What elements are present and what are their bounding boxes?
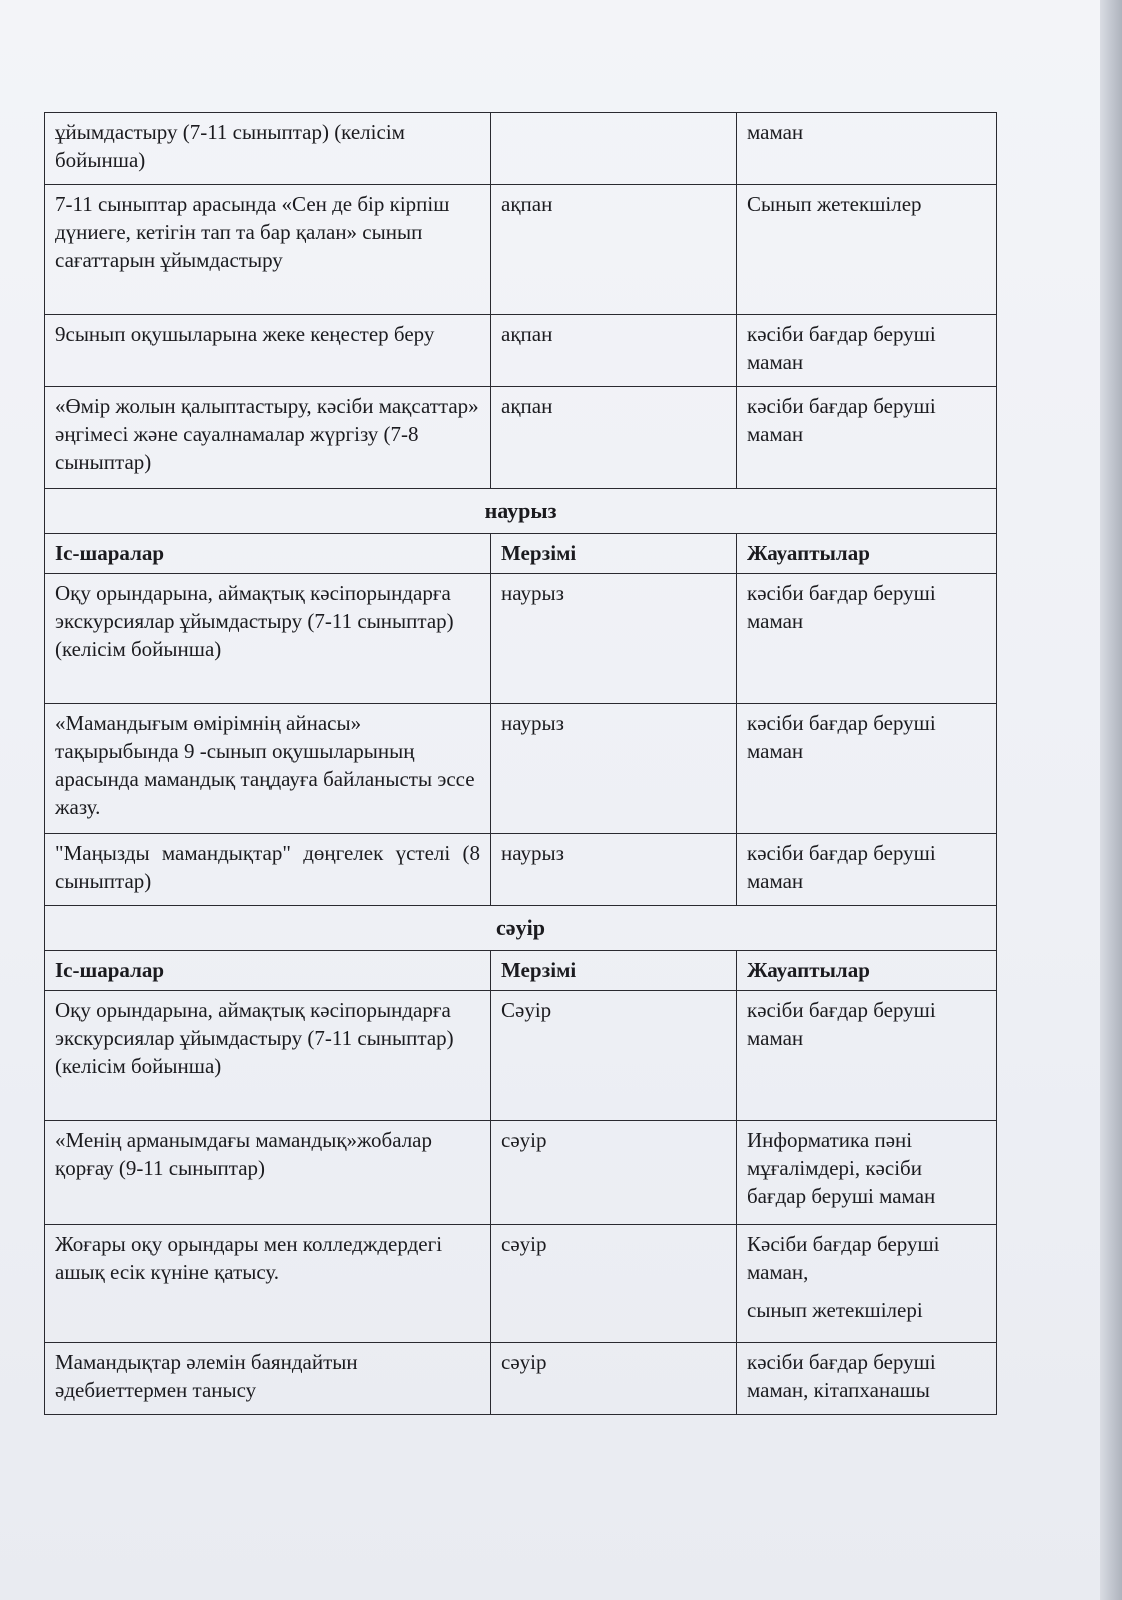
table-row xyxy=(45,315,997,387)
event-cell: «Мамандығым өмірімнің айнасы» тақырыбында 9 -сынып оқушыларының арасында мамандық таңдауға байланысты эссе жазу. xyxy=(45,704,491,834)
responsible-cell: кәсіби бағдар беруші маман, кітапханашы xyxy=(737,1343,997,1415)
responsible-cell: кәсіби бағдар беруші маман xyxy=(737,574,997,704)
responsible-cell xyxy=(737,1225,997,1343)
header-responsible: Жауаптылар xyxy=(737,534,997,574)
responsible-line: Кәсіби бағдар беруші маман, xyxy=(747,1232,940,1284)
date-cell: наурыз xyxy=(491,704,737,834)
responsible-cell: кәсіби бағдар беруші маман xyxy=(737,704,997,834)
table-row xyxy=(45,991,997,1121)
career-guidance-plan-table xyxy=(44,112,997,1415)
event-cell: «Менің арманымдағы мамандық»жобалар қорғау (9-11 сыныптар) xyxy=(45,1121,491,1225)
date-cell: ақпан xyxy=(491,387,737,489)
event-cell: «Өмір жолын қалыптастыру, кәсіби мақсаттар» әңгімесі және сауалнамалар жүргізу (7-8 сыныптар) xyxy=(45,387,491,489)
date-cell: наурыз xyxy=(491,574,737,704)
date-cell: сәуір xyxy=(491,1225,737,1343)
date-cell: ақпан xyxy=(491,185,737,315)
event-cell: 7-11 сыныптар арасында «Сен де бір кірпіш дүниеге, кетігін тап та бар қалан» сынып сағаттарын ұйымдастыру xyxy=(45,185,491,315)
table-row xyxy=(45,704,997,834)
event-cell: 9сынып оқушыларына жеке кеңестер беру xyxy=(45,315,491,387)
date-cell: наурыз xyxy=(491,834,737,906)
month-heading-row xyxy=(45,489,997,534)
responsible-cell: Информатика пәні мұғалімдері, кәсіби бағдар беруші маман xyxy=(737,1121,997,1225)
table-row xyxy=(45,1121,997,1225)
responsible-cell: маман xyxy=(737,113,997,185)
event-cell: Жоғары оқу орындары мен колледждердегі ашық есік күніне қатысу. xyxy=(45,1225,491,1343)
month-title: наурыз xyxy=(45,489,997,534)
table-row xyxy=(45,185,997,315)
month-heading-row xyxy=(45,906,997,951)
table-row xyxy=(45,1343,997,1415)
header-events: Іс-шаралар xyxy=(45,534,491,574)
date-cell: сәуір xyxy=(491,1343,737,1415)
month-title: сәуір xyxy=(45,906,997,951)
table-row xyxy=(45,1225,997,1343)
table-row xyxy=(45,574,997,704)
responsible-cell: Сынып жетекшілер xyxy=(737,185,997,315)
header-events: Іс-шаралар xyxy=(45,951,491,991)
responsible-cell: кәсіби бағдар беруші маман xyxy=(737,315,997,387)
plan-table-container xyxy=(44,112,996,1415)
responsible-line: сынып жетекшілері xyxy=(747,1298,923,1322)
event-cell: Мамандықтар әлемін баяндайтын әдебиеттермен танысу xyxy=(45,1343,491,1415)
column-header-row xyxy=(45,534,997,574)
responsible-cell: кәсіби бағдар беруші маман xyxy=(737,991,997,1121)
responsible-cell: кәсіби бағдар беруші маман xyxy=(737,387,997,489)
date-cell: Сәуір xyxy=(491,991,737,1121)
date-cell xyxy=(491,113,737,185)
header-deadline: Мерзімі xyxy=(491,951,737,991)
responsible-cell: кәсіби бағдар беруші маман xyxy=(737,834,997,906)
header-responsible: Жауаптылар xyxy=(737,951,997,991)
event-cell: "Маңызды мамандықтар" дөңгелек үстелі (8 сыныптар) xyxy=(45,834,491,906)
date-cell: ақпан xyxy=(491,315,737,387)
event-cell: ұйымдастыру (7-11 сыныптар) (келісім бойынша) xyxy=(45,113,491,185)
column-header-row xyxy=(45,951,997,991)
date-cell: сәуір xyxy=(491,1121,737,1225)
header-deadline: Мерзімі xyxy=(491,534,737,574)
table-row xyxy=(45,834,997,906)
table-row xyxy=(45,113,997,185)
event-cell: Оқу орындарына, аймақтық кәсіпорындарға экскурсиялар ұйымдастыру (7-11 сыныптар) (келісім бойынша) xyxy=(45,991,491,1121)
page-edge-shadow xyxy=(1100,0,1122,1600)
event-cell: Оқу орындарына, аймақтық кәсіпорындарға экскурсиялар ұйымдастыру (7-11 сыныптар) (келісім бойынша) xyxy=(45,574,491,704)
table-row xyxy=(45,387,997,489)
